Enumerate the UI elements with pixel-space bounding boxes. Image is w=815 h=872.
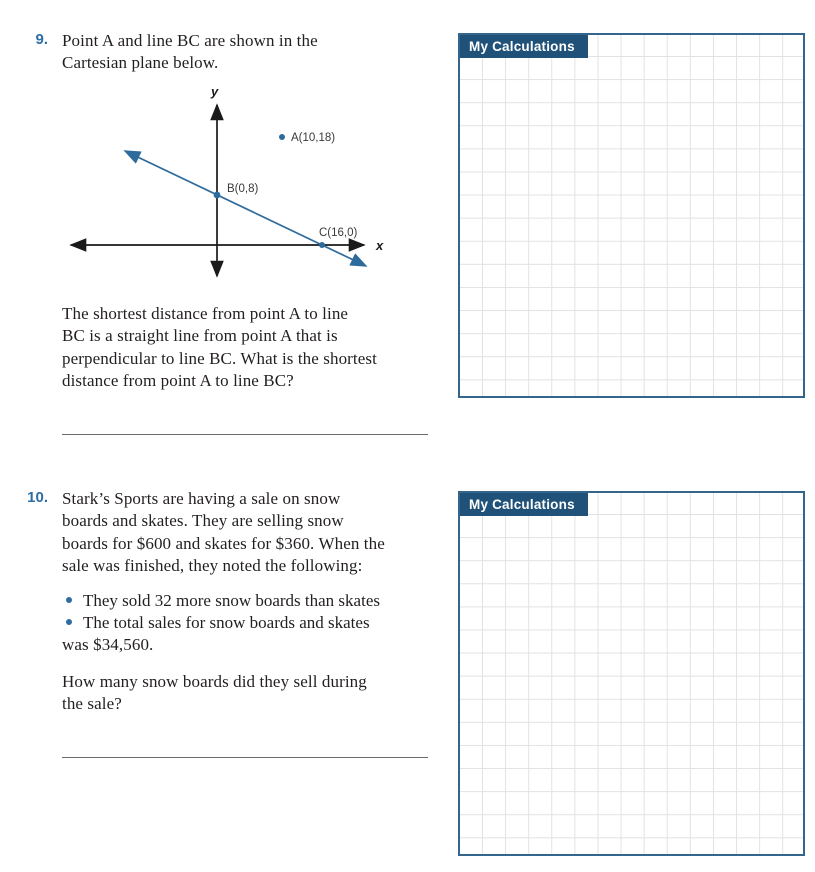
question-10-question xyxy=(62,671,367,716)
text-line: The shortest distance from point A to line xyxy=(62,304,349,323)
bullet-item-1 xyxy=(66,590,380,612)
bullet-text: They sold 32 more snow boards than skates xyxy=(83,591,380,610)
x-axis-label: x xyxy=(376,238,384,253)
bullet-text: The total sales for snow boards and skates xyxy=(83,613,370,632)
calculations-header-q10: My Calculations xyxy=(460,493,588,516)
point-b-label: B(0,8) xyxy=(227,183,259,195)
question-10-number: 10. xyxy=(27,489,48,506)
point-a-marker xyxy=(279,134,285,140)
question-9-intro xyxy=(62,30,318,75)
bullet-item-2 xyxy=(66,612,370,634)
calculations-header-q9: My Calculations xyxy=(460,35,588,58)
text-line: boards for $600 and skates for $360. When the xyxy=(62,533,385,553)
answer-blank-q10 xyxy=(62,757,428,758)
text-line: BC is a straight line from point A that is xyxy=(62,326,338,346)
bullet-icon xyxy=(66,597,72,603)
text-line: Stark’s Sports are having a sale on snow xyxy=(62,489,341,508)
text-line: sale was finished, they noted the following: xyxy=(62,556,363,576)
point-b-marker xyxy=(214,192,221,199)
answer-blank-q9 xyxy=(62,434,428,435)
bullet-icon xyxy=(66,619,72,625)
text-line: Point A and line BC are shown in the xyxy=(62,31,318,50)
text-line: Cartesian plane below. xyxy=(62,53,219,73)
question-9-body xyxy=(62,303,377,393)
question-10-intro xyxy=(62,488,385,578)
text-line: the sale? xyxy=(62,694,122,714)
text-line: distance from point A to line BC? xyxy=(62,371,294,391)
calculations-box-q10 xyxy=(458,491,805,856)
text-line: boards and skates. They are selling snow xyxy=(62,511,344,531)
bullet-2-continuation: was $34,560. xyxy=(62,635,154,654)
text-line: perpendicular to line BC. What is the shortest xyxy=(62,348,377,368)
line-bc xyxy=(125,151,366,266)
calculations-box-q9 xyxy=(458,33,805,398)
point-c-label: C(16,0) xyxy=(319,227,358,239)
point-c-marker xyxy=(319,242,325,248)
question-9-number: 9. xyxy=(35,31,48,48)
text-line: How many snow boards did they sell during xyxy=(62,672,367,691)
y-axis-label: y xyxy=(211,84,219,99)
cartesian-plane-figure xyxy=(55,80,395,295)
point-a-label: A(10,18) xyxy=(291,132,336,144)
